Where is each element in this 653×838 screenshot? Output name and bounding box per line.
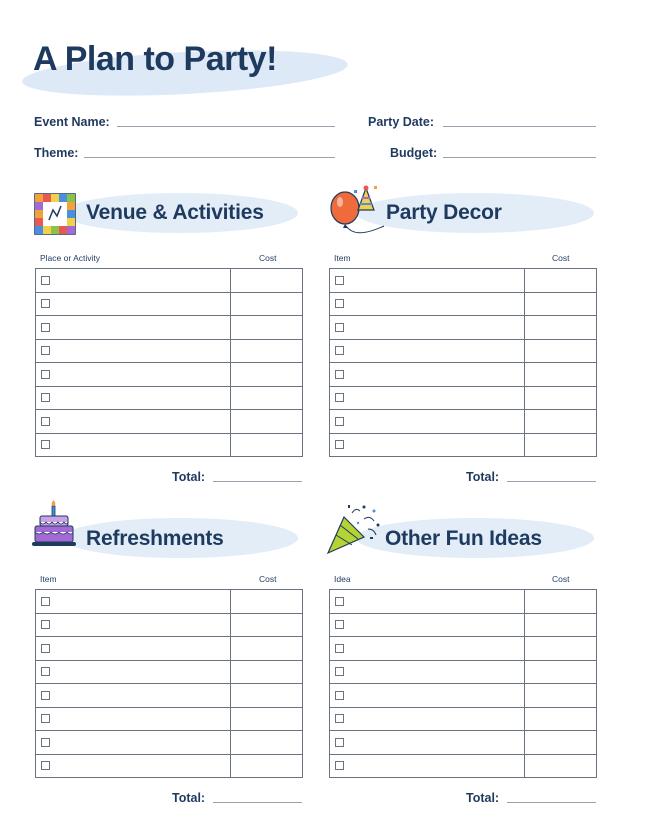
- cost-cell[interactable]: [231, 433, 303, 457]
- item-cell[interactable]: [330, 386, 525, 410]
- item-cell[interactable]: [36, 731, 231, 755]
- theme-field[interactable]: [84, 157, 335, 158]
- cost-cell[interactable]: [231, 684, 303, 708]
- item-cell[interactable]: [330, 410, 525, 434]
- section-title-other-ideas: Other Fun Ideas: [385, 527, 542, 550]
- item-cell[interactable]: [330, 754, 525, 778]
- cost-cell[interactable]: [525, 433, 597, 457]
- item-cell[interactable]: [36, 660, 231, 684]
- item-cell[interactable]: [330, 613, 525, 637]
- balloon-icon: [326, 184, 386, 240]
- item-cell[interactable]: [36, 754, 231, 778]
- cost-cell[interactable]: [231, 316, 303, 340]
- cost-cell[interactable]: [525, 316, 597, 340]
- party-date-field[interactable]: [443, 126, 596, 127]
- checkbox[interactable]: [41, 714, 50, 723]
- checkbox[interactable]: [335, 346, 344, 355]
- item-cell[interactable]: [36, 363, 231, 387]
- checkbox[interactable]: [335, 417, 344, 426]
- checkbox[interactable]: [335, 620, 344, 629]
- column-header: Idea: [334, 574, 351, 584]
- table-row: [330, 684, 597, 708]
- table-row: [330, 754, 597, 778]
- total-label: Total:: [466, 470, 500, 484]
- checkbox[interactable]: [335, 691, 344, 700]
- column-header: Cost: [259, 574, 277, 584]
- item-cell[interactable]: [330, 316, 525, 340]
- total-field[interactable]: [507, 802, 596, 803]
- budget-field[interactable]: [443, 157, 596, 158]
- event-name-field[interactable]: [117, 126, 335, 127]
- section-title-decor: Party Decor: [386, 201, 502, 224]
- table-row: [330, 269, 597, 293]
- party-date-label: Party Date:: [368, 115, 434, 129]
- cost-cell[interactable]: [525, 339, 597, 363]
- checkbox[interactable]: [335, 393, 344, 402]
- cost-cell[interactable]: [525, 613, 597, 637]
- item-cell[interactable]: [330, 637, 525, 661]
- column-header: Cost: [552, 253, 570, 263]
- cost-cell[interactable]: [525, 731, 597, 755]
- cost-cell[interactable]: [231, 363, 303, 387]
- cost-cell[interactable]: [231, 410, 303, 434]
- item-cell[interactable]: [330, 590, 525, 614]
- table-row: [36, 410, 303, 434]
- table-row: [330, 637, 597, 661]
- checkbox[interactable]: [335, 440, 344, 449]
- checkbox[interactable]: [335, 299, 344, 308]
- item-cell[interactable]: [36, 316, 231, 340]
- checkbox[interactable]: [335, 738, 344, 747]
- cost-cell[interactable]: [231, 339, 303, 363]
- table-row: [330, 660, 597, 684]
- item-cell[interactable]: [36, 269, 231, 293]
- table-row: [330, 613, 597, 637]
- item-cell[interactable]: [330, 433, 525, 457]
- column-header: Cost: [259, 253, 277, 263]
- table-row: [330, 363, 597, 387]
- total-label: Total:: [172, 470, 206, 484]
- checkbox[interactable]: [335, 276, 344, 285]
- checkbox[interactable]: [41, 597, 50, 606]
- checkbox[interactable]: [41, 299, 50, 308]
- table-row: [330, 339, 597, 363]
- item-cell[interactable]: [36, 433, 231, 457]
- item-cell[interactable]: [36, 292, 231, 316]
- checkbox[interactable]: [41, 370, 50, 379]
- checkbox[interactable]: [335, 597, 344, 606]
- checkbox[interactable]: [335, 667, 344, 676]
- checkbox[interactable]: [41, 738, 50, 747]
- item-cell[interactable]: [36, 339, 231, 363]
- cost-cell[interactable]: [525, 707, 597, 731]
- table-row: [36, 316, 303, 340]
- table-row: [330, 433, 597, 457]
- column-header: Place or Activity: [40, 253, 100, 263]
- checkbox[interactable]: [41, 346, 50, 355]
- cost-cell[interactable]: [525, 410, 597, 434]
- item-cell[interactable]: [330, 292, 525, 316]
- checkbox[interactable]: [335, 644, 344, 653]
- venue-table: [35, 268, 303, 457]
- column-header: Item: [334, 253, 351, 263]
- table-row: [36, 590, 303, 614]
- column-header: Cost: [552, 574, 570, 584]
- table-row: [36, 613, 303, 637]
- table-row: [36, 269, 303, 293]
- cost-cell[interactable]: [525, 590, 597, 614]
- item-cell[interactable]: [36, 637, 231, 661]
- checkbox[interactable]: [335, 370, 344, 379]
- total-label: Total:: [466, 791, 500, 805]
- table-row: [330, 292, 597, 316]
- item-cell[interactable]: [36, 386, 231, 410]
- total-field[interactable]: [213, 481, 302, 482]
- cost-cell[interactable]: [525, 660, 597, 684]
- column-header: Item: [40, 574, 57, 584]
- checkbox[interactable]: [335, 323, 344, 332]
- table-row: [36, 433, 303, 457]
- item-cell[interactable]: [36, 590, 231, 614]
- table-row: [330, 410, 597, 434]
- table-row: [36, 292, 303, 316]
- item-cell[interactable]: [330, 707, 525, 731]
- cost-cell[interactable]: [525, 684, 597, 708]
- item-cell[interactable]: [330, 339, 525, 363]
- cake-icon: [32, 500, 76, 552]
- cost-cell[interactable]: [231, 269, 303, 293]
- item-cell[interactable]: [330, 684, 525, 708]
- table-row: [36, 637, 303, 661]
- party-popper-icon: [324, 503, 382, 559]
- cost-cell[interactable]: [231, 613, 303, 637]
- table-row: [330, 386, 597, 410]
- total-field[interactable]: [213, 802, 302, 803]
- checkbox[interactable]: [41, 417, 50, 426]
- refreshments-table: [35, 589, 303, 778]
- table-row: [36, 707, 303, 731]
- table-row: [36, 363, 303, 387]
- section-title-refreshments: Refreshments: [86, 527, 224, 550]
- checkbox[interactable]: [41, 620, 50, 629]
- cost-cell[interactable]: [525, 269, 597, 293]
- table-row: [36, 684, 303, 708]
- checkbox[interactable]: [335, 714, 344, 723]
- cost-cell[interactable]: [231, 707, 303, 731]
- checkbox[interactable]: [41, 276, 50, 285]
- checkbox[interactable]: [41, 644, 50, 653]
- item-cell[interactable]: [36, 707, 231, 731]
- cost-cell[interactable]: [231, 731, 303, 755]
- decor-table: [329, 268, 597, 457]
- table-row: [36, 660, 303, 684]
- cost-cell[interactable]: [231, 590, 303, 614]
- ideas-table: [329, 589, 597, 778]
- cost-cell[interactable]: [231, 386, 303, 410]
- page-title: A Plan to Party!: [33, 40, 277, 78]
- cost-cell[interactable]: [525, 292, 597, 316]
- table-row: [330, 731, 597, 755]
- budget-label: Budget:: [390, 146, 438, 160]
- item-cell[interactable]: [330, 363, 525, 387]
- checkbox[interactable]: [41, 667, 50, 676]
- item-cell[interactable]: [330, 731, 525, 755]
- table-row: [36, 386, 303, 410]
- cost-cell[interactable]: [231, 637, 303, 661]
- checkbox[interactable]: [335, 761, 344, 770]
- item-cell[interactable]: [330, 660, 525, 684]
- checkbox[interactable]: [41, 440, 50, 449]
- cost-cell[interactable]: [525, 363, 597, 387]
- theme-label: Theme:: [34, 146, 79, 160]
- cost-cell[interactable]: [231, 292, 303, 316]
- event-name-label: Event Name:: [34, 115, 110, 129]
- checkbox[interactable]: [41, 691, 50, 700]
- table-row: [330, 590, 597, 614]
- item-cell[interactable]: [36, 684, 231, 708]
- checkbox[interactable]: [41, 761, 50, 770]
- table-row: [330, 707, 597, 731]
- cost-cell[interactable]: [525, 754, 597, 778]
- cost-cell[interactable]: [231, 660, 303, 684]
- table-row: [36, 754, 303, 778]
- item-cell[interactable]: [330, 269, 525, 293]
- table-row: [36, 731, 303, 755]
- table-row: [330, 316, 597, 340]
- item-cell[interactable]: [36, 410, 231, 434]
- cost-cell[interactable]: [525, 386, 597, 410]
- table-row: [36, 339, 303, 363]
- total-field[interactable]: [507, 481, 596, 482]
- picture-frame-icon: [33, 192, 77, 236]
- total-label: Total:: [172, 791, 206, 805]
- item-cell[interactable]: [36, 613, 231, 637]
- cost-cell[interactable]: [525, 637, 597, 661]
- checkbox[interactable]: [41, 393, 50, 402]
- checkbox[interactable]: [41, 323, 50, 332]
- cost-cell[interactable]: [231, 754, 303, 778]
- section-title-venue: Venue & Activities: [86, 201, 264, 224]
